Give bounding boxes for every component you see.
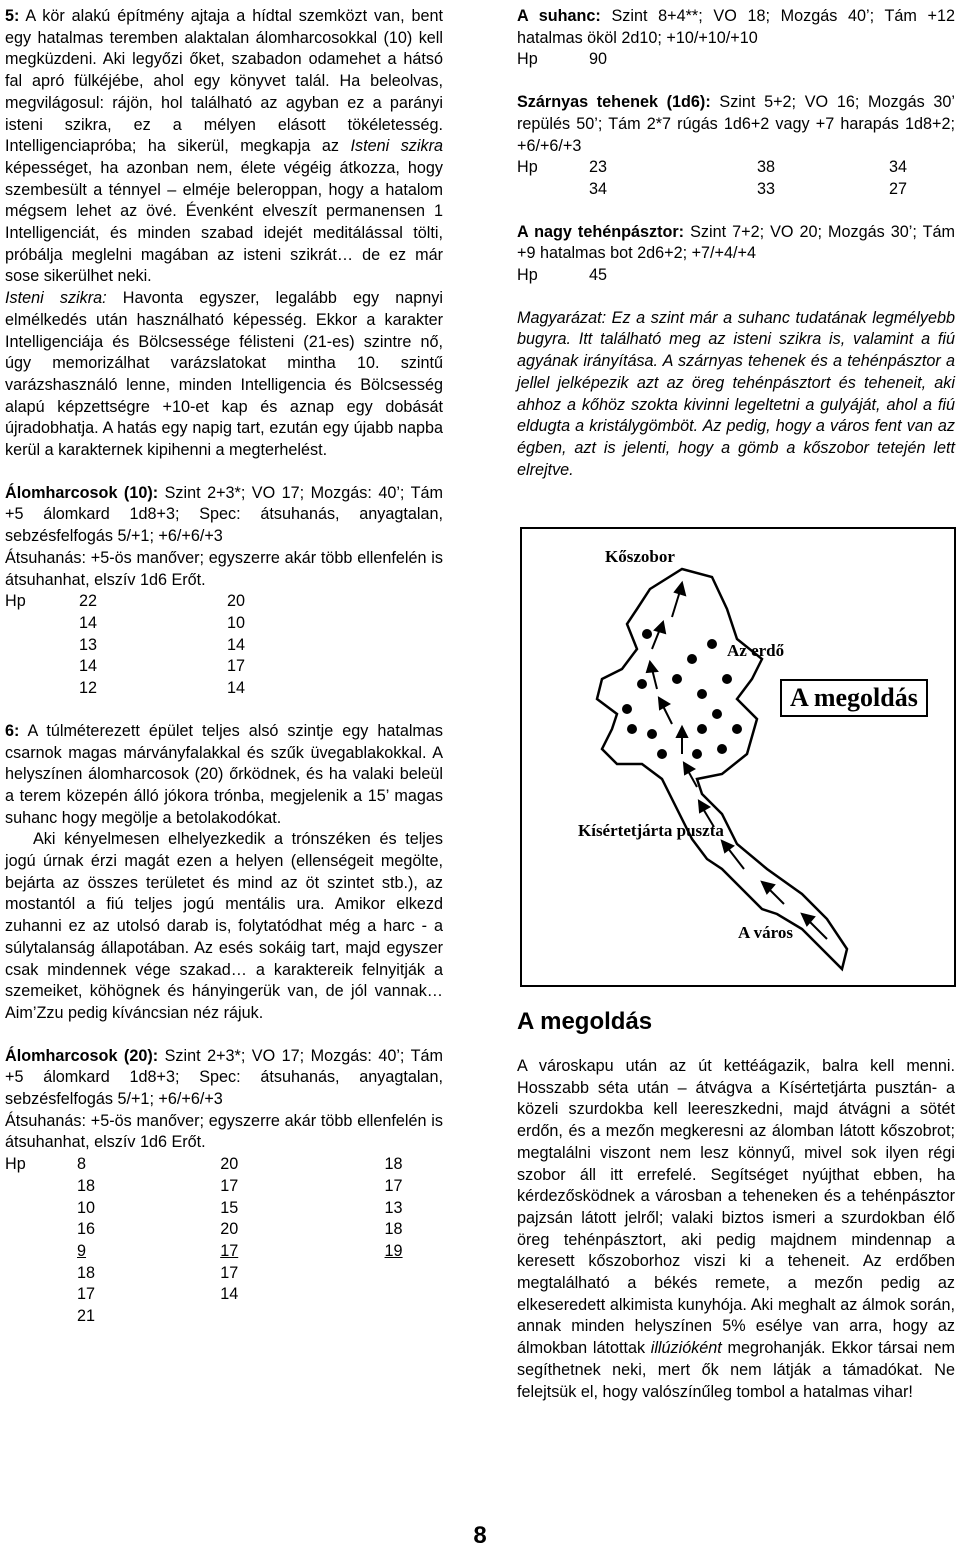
hp-value bbox=[385, 1306, 443, 1328]
hp-value: 18 bbox=[384, 1155, 403, 1174]
hp-value: 17 bbox=[384, 1176, 403, 1195]
map-label-statue: Kőszobor bbox=[605, 547, 675, 566]
hp-label bbox=[5, 1263, 77, 1285]
statblock-title: Álomharcosok (10): bbox=[5, 483, 159, 502]
statblock-alomharcosok-10: Álomharcosok (10): Szint 2+3*; VO 17; Mozgás: 40’; Tám +5 álomkard 1d8+3; Spec: átsuhanás, anyagtalan, sebzésfelfogás 5/+1; +6/+6/+3 Átsuhanás: +5-ös manőver; egyszerre akár több ellenfelén is átsuhanhat, elszív 1d6 Erőt. bbox=[5, 483, 443, 589]
map-label-title: A megoldás bbox=[780, 679, 928, 717]
hp-value: 20 bbox=[220, 1220, 239, 1239]
map-label-plain: Kísértetjárta puszta bbox=[578, 821, 724, 840]
hp-row bbox=[5, 613, 287, 635]
hp-value: 13 bbox=[384, 1198, 403, 1217]
isteni-szikra-term: Isteni szikra bbox=[350, 137, 443, 156]
hp-suhanc: Hp 90 bbox=[517, 50, 608, 69]
hp-label: Hp bbox=[517, 158, 538, 177]
explanation: Magyarázat: Ez a szint már a suhanc tudatának legmélyebb bugyra. Itt található meg az isteni szikra is, valamint a fiú agyának irányítása. A szárnyas tehenek és a tehénpásztor a jellel jelképezik azt az öreg tehénpásztort és teheneit, aki ahhoz a kőhöz szokta kivinni legeltetni a gulyáját, ahol a fiú eldugta a kristálygömböt. Az pedig, hogy a város fent van az égben, azt is jelenti, hogy a gömb a kőszobor tetején lett elrejtve. bbox=[517, 308, 955, 479]
section-heading: A megoldás bbox=[517, 1008, 653, 1035]
hp-row bbox=[5, 656, 287, 678]
room5-text-cont: képességet, ha azonban nem, élete végéig átkozza, hogy szembesült a ténnyel – elméje beleroppan, hogy a hatalom mégsem lehet az övé. Évenként elveszít permanensen 1 Intelligenciát, és minden szabad idejét meditálással tölti, próbálja meglelni magában az isteni szikrát… de ez már sose sikerülhet neki. bbox=[5, 158, 443, 286]
hp-value: 34 bbox=[589, 179, 608, 198]
hp-value: 21 bbox=[77, 1307, 96, 1326]
hp-row bbox=[5, 1284, 443, 1306]
hp-row bbox=[5, 1176, 443, 1198]
hp-label: Hp bbox=[5, 1155, 26, 1174]
hp-value: 38 bbox=[757, 158, 776, 177]
hp-value: 22 bbox=[79, 592, 98, 611]
hp-value: 14 bbox=[227, 679, 246, 698]
hp-value: 23 bbox=[589, 158, 608, 177]
canyon-outline bbox=[597, 569, 847, 969]
hp-row bbox=[517, 179, 949, 201]
hp-value: 16 bbox=[77, 1220, 96, 1239]
hp-value: 20 bbox=[220, 1155, 239, 1174]
hp-value: 18 bbox=[77, 1263, 96, 1282]
left-column bbox=[5, 6, 443, 1328]
paragraph-isteni-szikra bbox=[5, 288, 443, 462]
hp-label bbox=[517, 179, 589, 201]
hp-label bbox=[5, 678, 79, 700]
hp-row bbox=[5, 678, 287, 700]
hp-row bbox=[5, 1154, 443, 1176]
isteni-szikra-label: Isteni szikra: bbox=[5, 289, 107, 308]
paragraph-throne: Aki kényelmesen elhelyezkedik a trónszéken és teljes jogú úrnak érzi magát ezen a helyen (ellenségeit megölte, bejárta az összes területet és mind az öt szintet stb.), az mostantól a fiú teljes jogú mentális ura. Amikor elkezd zuhanni ez az utolsó darab is, folytatódhat még a harc - a súlytalanság állapotában. Az esés sokáig tart, majd egyszer csak mindennek vége szakad… a karaktereik felnyitják a szemeiket, köhögnek és hányingerük van, de jól vannak… Aim’Zzu pedig kíváncsian néz rájuk. bbox=[5, 830, 443, 1022]
hp-value: 17 bbox=[220, 1263, 239, 1282]
room5-text: A kör alakú építmény ajtaja a hídtal szemközt van, bent egy hatalmas teremben alaktalan álomharcosokkal (10) kell megküzdeni. Aki legyőzi őket, szabadon odamehet a hátsó fal apró fülkéjébe, ahol egy könyvet talál. Ha beleolvas, megvilágosul: rájön, hol található az agyban ez a parányi isteni szikra, ez a mélyen elásott tökéletesség. Intelligenciapróba; ha sikerül, megkapja az bbox=[5, 7, 443, 156]
solution-map bbox=[520, 527, 956, 987]
hp-value: 14 bbox=[227, 635, 246, 654]
hp-value: 12 bbox=[79, 679, 98, 698]
hp-label bbox=[5, 1219, 77, 1241]
hp-row bbox=[5, 1263, 443, 1285]
hp-row bbox=[5, 1198, 443, 1220]
hp-value: 19 bbox=[384, 1241, 403, 1260]
hp-value: 14 bbox=[79, 657, 98, 676]
hp-value bbox=[385, 1284, 443, 1306]
statblock-tehenpasztor: A nagy tehénpásztor: Szint 7+2; VO 20; Mozgás 30’; Tám +9 hatalmas bot 2d6+2; +7/+4/+4 bbox=[517, 222, 955, 263]
statblock-alomharcosok-20: Álomharcosok (20): Szint 2+3*; VO 17; Mozgás: 40’; Tám +5 álomkard 1d8+3; Spec: átsuhanás, anyagtalan, sebzésfelfogás 5/+1; +6/+6/+3 Átsuhanás: +5-ös manőver; egyszerre akár több ellenfelén is átsuhanhat, elszív 1d6 Erőt. bbox=[5, 1046, 443, 1152]
hp-value: 13 bbox=[79, 635, 98, 654]
hp-value: 27 bbox=[889, 179, 908, 198]
hp-label bbox=[5, 613, 79, 635]
paragraph-room6: 6: A túlméterezett épület teljes alsó szintje egy hatalmas csarnok magas márványfalakkal és szűk üvegablakokkal. A helyszínen álomharcosok (20) őrködnek, és ha valaki beleül a terem közepén álló jókora trónba, megjelenik a 15’ magas suhanc hogy megölje a betolakodókat. bbox=[5, 721, 443, 827]
isteni-szikra-text: Havonta egyszer, legalább egy napnyi elmélkedés után használható képesség. Ekkor a karakter Intelligenciája és Bölcsessége félisteni (21-es) szintre nő, úgy memorizálhat varázslatokat mintha 10. szintű varázshasználó lenne, minden Intelligencia és Bölcsesség alapú képzettségre +10-et kap és aznap egy dobását újradobhatja. A hatás egy napig tart, ezután egy újabb napba kerül a karakternek kipihenni a megterhelést. bbox=[5, 289, 443, 460]
hp-label: Hp bbox=[5, 592, 26, 611]
hp-value: 17 bbox=[220, 1241, 239, 1260]
hp-row bbox=[5, 1219, 443, 1241]
hp-value: 17 bbox=[220, 1176, 239, 1195]
hp-value: 18 bbox=[384, 1220, 403, 1239]
map-label-city: A város bbox=[738, 923, 793, 942]
hp-tehenek bbox=[517, 157, 949, 200]
solution-text: A városkapu után az út kettéágazik, balra kell menni. Hosszabb séta után – átvágva a Kísértetjárta pusztán- a közeli szurdokba kell leereszkedni, majd átvágni a sötét erdőn, és a mezőn megkeresni az álomban látott kőszobrot; megtalálni viszont nem lesz könnyű, mivel sok ilyen régi szobor áll itt errefelé. Segítséget nyújthat ebben, ha kérdezősködnek a városban a teheneken és a tehénpásztor pajzsán látott jelről; valaki biztos ismeri a szurdokban élő öreg tehénpásztort, aki pedig majdnem mindennap a keresett kőszoborhoz viszi ki a teheneit. Az erdőben megtalálható a békés remete, a mezőn pedig az elkeseredett alkimista kunyhója. Aki meghalt az álmok során, annak minden helyszínen 5% esélye van arra, hogy az álmokban látottak illúzióként megrohanják. Ekkor társai nem segíthetnek neki, mert ők nem látják a támadókat. Ne felejtsük el, hogy valószínűleg tombol a hatalmas vihar! bbox=[517, 1057, 956, 1401]
hp-table-10 bbox=[5, 591, 287, 700]
hp-value: 10 bbox=[227, 613, 246, 632]
hp-label bbox=[5, 1198, 77, 1220]
page-number: 8 bbox=[473, 1522, 487, 1549]
hp-label bbox=[5, 1306, 77, 1328]
hp-value: 10 bbox=[77, 1198, 96, 1217]
map-drawing bbox=[522, 529, 954, 985]
hp-label bbox=[5, 1284, 77, 1306]
hp-value: 8 bbox=[77, 1155, 87, 1174]
hp-tehenpasztor: Hp 45 bbox=[517, 266, 608, 285]
hp-label bbox=[5, 635, 79, 657]
hp-row bbox=[5, 1241, 443, 1263]
hp-row bbox=[5, 635, 287, 657]
hp-value: 17 bbox=[227, 657, 246, 676]
hp-value: 9 bbox=[77, 1241, 87, 1260]
hp-value bbox=[220, 1306, 384, 1328]
statblock-szarnyas-tehenek: Szárnyas tehenek (1d6): Szint 5+2; VO 16; Mozgás 30’ repülés 50’; Tám 2*7 rúgás 1d6+2 vagy +7 harapás 1d8+2; +6/+6/+3 bbox=[517, 93, 955, 155]
hp-row bbox=[5, 591, 287, 613]
hp-value: 33 bbox=[757, 179, 776, 198]
hp-value: 14 bbox=[79, 613, 98, 632]
right-column bbox=[517, 6, 955, 481]
hp-label bbox=[5, 656, 79, 678]
hp-value: 34 bbox=[889, 158, 908, 177]
hp-value: 17 bbox=[77, 1285, 96, 1304]
hp-label bbox=[5, 1241, 77, 1263]
paragraph-room5: 5: A kör alakú építmény ajtaja a hídtal szemközt van, bent egy hatalmas teremben alaktalan álomharcosokkal (10) kell megküzdeni. Aki legyőzi őket, szabadon odamehet a hátsó fal apró fülkéjébe, ahol egy könyvet talál. Ha beleolvas, megvilágosul: rájön, hol található az agyban ez a parányi isteni szikra, ez a mélyen elásott tökéletesség. Intelligenciapróba; ha sikerül, megkapja az Isteni szikra képességet, ha azonban nem, élete végéig átkozza, hogy szembesült a ténnyel – elméje beleroppan, hogy a hatalom mégsem lehet az övé. Évenként elveszít permanensen 1 Intelligenciát, és minden szabad idejét meditálással tölti, próbálja meglelni magában az isteni szikrát… de ez már sose sikerülhet neki. bbox=[5, 7, 443, 286]
hp-value: 14 bbox=[220, 1285, 239, 1304]
hp-row bbox=[5, 1306, 443, 1328]
hp-value: 18 bbox=[77, 1176, 96, 1195]
solution-section bbox=[517, 1008, 955, 1403]
statblock-title: Álomharcosok (20): bbox=[5, 1046, 159, 1065]
hp-label bbox=[5, 1176, 77, 1198]
hp-table-20 bbox=[5, 1154, 443, 1328]
room6-text: A túlméterezett épület teljes alsó szintje egy hatalmas csarnok magas márványfalakkal és szűk üvegablakokkal. A helyszínen álomharcosok (20) őrködnek, és ha valaki beleül a terem közepén álló jókora trónba, megjelenik a 15’ magas suhanc hogy megölje a betolakodókat. bbox=[5, 721, 443, 827]
map-label-forest: Az erdő bbox=[727, 641, 785, 660]
hp-value bbox=[385, 1263, 443, 1285]
hp-value: 20 bbox=[227, 592, 246, 611]
statblock-suhanc: A suhanc: Szint 8+4**; VO 18; Mozgás 40’; Tám +12 hatalmas ököl 2d10; +10/+10/+10 bbox=[517, 7, 955, 47]
hp-value: 15 bbox=[220, 1198, 239, 1217]
hp-row bbox=[517, 157, 949, 179]
